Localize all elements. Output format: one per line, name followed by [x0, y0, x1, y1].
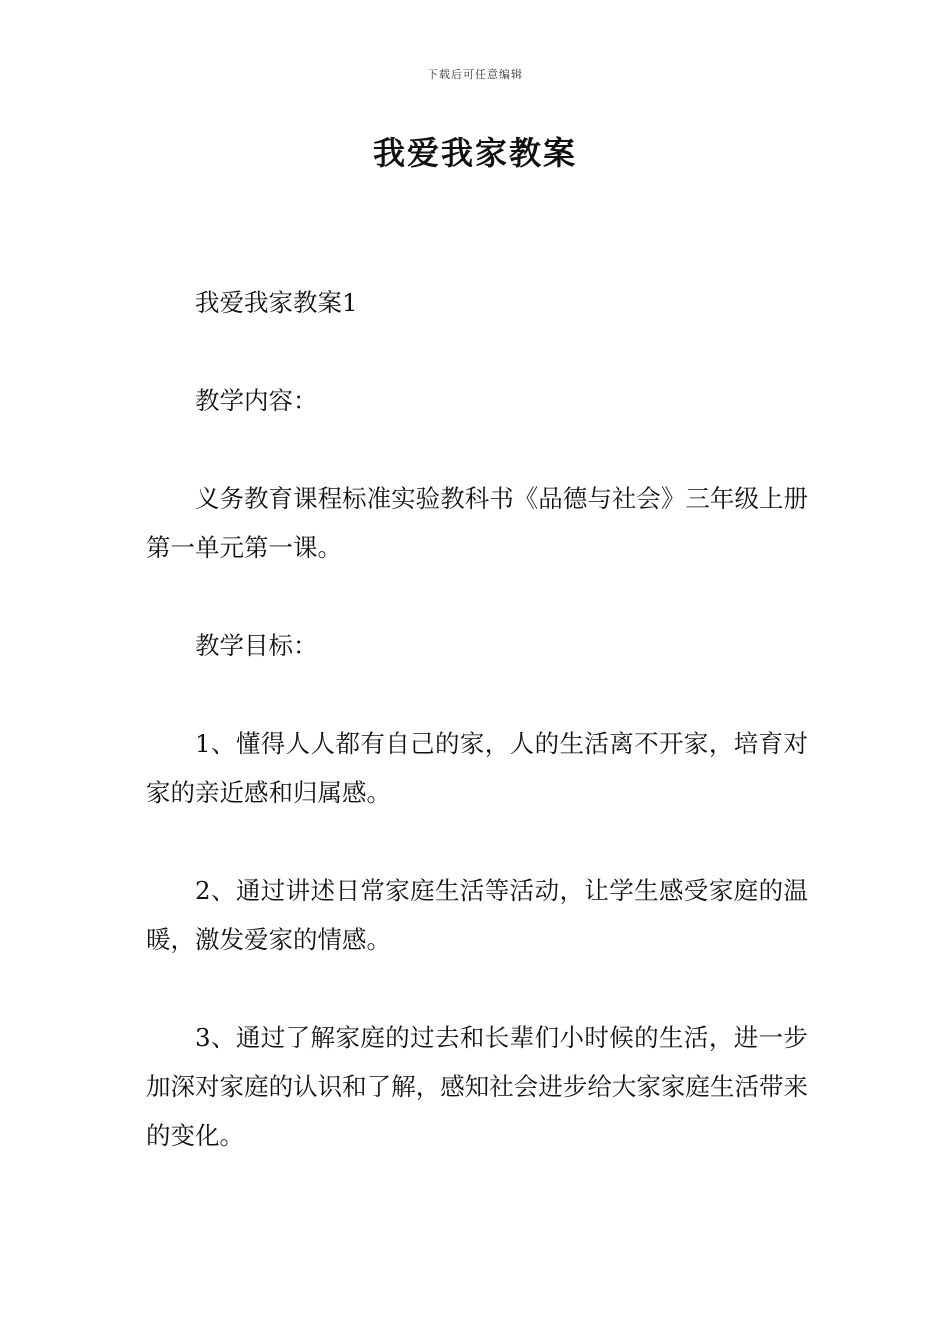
document-title: 我爱我家教案 — [372, 134, 577, 172]
goal-item-2: 2、通过讲述日常家庭生活等活动，让学生感受家庭的温暖，激发爱家的情感。 — [146, 876, 808, 954]
goal-item-3: 3、通过了解家庭的过去和长辈们小时候的生活，进一步加深对家庭的认识和了解，感知社会进步给大家家庭生活带来的变化。 — [146, 1023, 808, 1150]
document-body — [146, 278, 808, 1160]
goal-item-1: 1、懂得人人都有自己的家，人的生活离不开家，培育对家的亲近感和归属感。 — [146, 729, 808, 807]
teaching-content-heading: 教学内容： — [195, 386, 318, 415]
section-heading: 我爱我家教案1 — [195, 288, 358, 317]
teaching-goals-heading: 教学目标： — [195, 631, 318, 660]
teaching-content-paragraph: 义务教育课程标准实验教科书《品德与社会》三年级上册第一单元第一课。 — [146, 484, 808, 562]
header-note: 下载后可任意编辑 — [427, 68, 523, 81]
